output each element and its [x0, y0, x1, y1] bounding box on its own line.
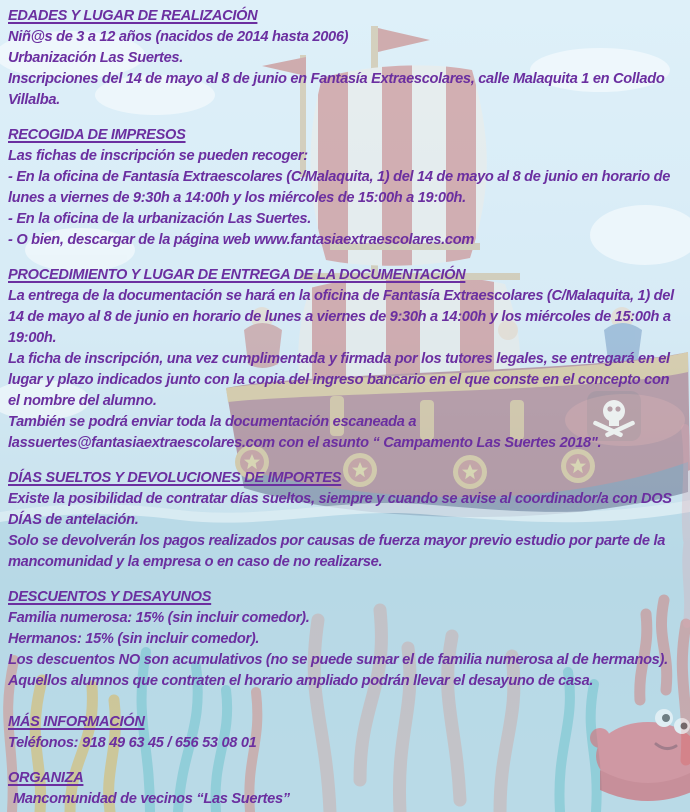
section-paragraphs — [8, 608, 682, 692]
section-edades — [8, 6, 682, 111]
section-paragraphs — [8, 27, 682, 111]
section-mas-informacion — [8, 712, 682, 754]
section-heading: MÁS INFORMACIÓN — [8, 714, 145, 730]
paragraph: Las fichas de inscripción se pueden recoger: — [8, 148, 308, 164]
paragraph: Teléfonos: 918 49 63 45 / 656 53 08 01 — [8, 735, 257, 751]
section-recogida — [8, 125, 682, 251]
section-paragraphs — [8, 489, 682, 573]
section-heading: ORGANIZA — [8, 770, 84, 786]
paragraph: Mancomunidad de vecinos “Las Suertes” — [13, 791, 290, 807]
section-heading: DESCUENTOS Y DESAYUNOS — [8, 589, 212, 605]
section-organiza — [8, 768, 682, 810]
paragraph: Aquellos alumnos que contraten el horario ampliado podrán llevar el desayuno de casa. — [8, 673, 594, 689]
paragraph: Urbanización Las Suertes. — [8, 50, 183, 66]
paragraph: La ficha de inscripción, una vez cumplimentada y firmada por los tutores legales, se entregará en el lugar y plazo indicados junto con la copia del ingreso bancario en el que conste en el concepto con el nombre del alumno. — [8, 351, 670, 409]
paragraph: Hermanos: 15% (sin incluir comedor). — [8, 631, 260, 647]
section-paragraphs — [8, 789, 682, 810]
paragraph: Solo se devolverán los pagos realizados por causas de fuerza mayor previo estudio por parte de la mancomunidad y la empresa o en caso de no realizarse. — [8, 533, 666, 570]
paragraph: Existe la posibilidad de contratar días sueltos, siempre y cuando se avise al coordinador/a con DOS DÍAS de antelación. — [8, 491, 672, 528]
section-heading: PROCEDIMIENTO Y LUGAR DE ENTREGA DE LA DOCUMENTACIÓN — [8, 267, 466, 283]
paragraph: Familia numerosa: 15% (sin incluir comedor). — [8, 610, 310, 626]
paragraph: - En la oficina de Fantasía Extraescolares (C/Malaquita, 1) del 14 de mayo al 8 de junio en horario de lunes a viernes de 9:30h a 14:00h y los miércoles de 15:00h a 19:00h. — [8, 169, 671, 206]
section-dias-sueltos — [8, 468, 682, 573]
section-paragraphs — [8, 286, 682, 454]
paragraph: Niñ@s de 3 a 12 años (nacidos de 2014 hasta 2006) — [8, 29, 349, 45]
paragraph: También se podrá enviar toda la documentación escaneada a lassuertes@fantasiaextraescolares.com con el asunto “ Campamento Las Suertes 2018". — [8, 414, 602, 451]
paragraph: - O bien, descargar de la página web www.fantasiaextraescolares.com — [8, 232, 475, 248]
paragraph: - En la oficina de la urbanización Las Suertes. — [8, 211, 311, 227]
section-paragraphs — [8, 146, 682, 251]
paragraph: Los descuentos NO son acumulativos (no se puede sumar el de familia numerosa al de hermanos). — [8, 652, 668, 668]
section-heading: RECOGIDA DE IMPRESOS — [8, 127, 186, 143]
paragraph: Inscripciones del 14 de mayo al 8 de junio en Fantasía Extraescolares, calle Malaquita 1 en Collado Villalba. — [8, 71, 665, 108]
section-procedimiento — [8, 265, 682, 454]
section-heading: EDADES Y LUGAR DE REALIZACIÓN — [8, 8, 258, 24]
paragraph: La entrega de la documentación se hará en la oficina de Fantasía Extraescolares (C/Malaquita, 1) del 14 de mayo al 8 de junio en horario de lunes a viernes de 9:30h a 14:00h y los miércoles de 15:00h a 19:00h. — [8, 288, 674, 346]
section-heading: DÍAS SUELTOS Y DEVOLUCIONES DE IMPORTES — [8, 470, 342, 486]
section-descuentos — [8, 587, 682, 692]
section-paragraphs — [8, 733, 682, 754]
